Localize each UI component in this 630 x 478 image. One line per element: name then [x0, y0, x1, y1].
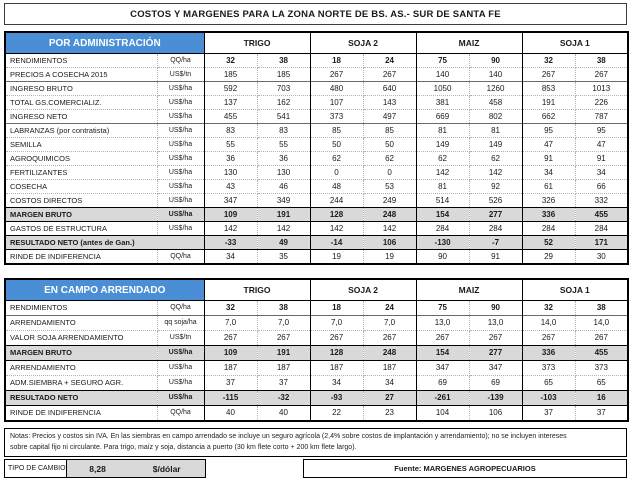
value-cell: 90 [416, 250, 469, 265]
value-cell: 267 [310, 331, 363, 346]
value-cell: 34 [204, 250, 257, 265]
value-cell: 497 [363, 110, 416, 124]
value-cell: 91 [575, 152, 628, 166]
value-cell: 34 [575, 166, 628, 180]
unit-cell: US$/ha [157, 180, 204, 194]
crop-header: SOJA 1 [522, 32, 628, 54]
value-cell: -115 [204, 391, 257, 406]
value-cell: -93 [310, 391, 363, 406]
value-cell: 83 [257, 124, 310, 138]
unit-cell: US$/tn [157, 331, 204, 346]
footer-row [4, 459, 627, 478]
value-cell: 185 [257, 68, 310, 82]
value-cell: 37 [257, 376, 310, 391]
por-administracion-table [4, 31, 629, 265]
row-label: ARRENDAMIENTO [5, 361, 157, 376]
table-row [5, 54, 628, 68]
value-cell: 62 [310, 152, 363, 166]
value-cell: 267 [522, 331, 575, 346]
value-cell: 62 [363, 152, 416, 166]
value-cell: 226 [575, 96, 628, 110]
value-cell: 7,0 [310, 316, 363, 331]
unit-cell: US$/ha [157, 391, 204, 406]
table-row [5, 152, 628, 166]
unit-cell: US$/ha [157, 376, 204, 391]
value-cell: 349 [257, 194, 310, 208]
value-cell: 140 [416, 68, 469, 82]
value-cell: 332 [575, 194, 628, 208]
value-cell: 142 [416, 166, 469, 180]
unit-cell: US$/ha [157, 152, 204, 166]
value-cell: 244 [310, 194, 363, 208]
value-cell: 149 [469, 138, 522, 152]
row-label: MARGEN BRUTO [5, 346, 157, 361]
value-cell: 29 [522, 250, 575, 265]
value-cell: 373 [522, 361, 575, 376]
value-cell: 154 [416, 208, 469, 222]
value-cell: 14,0 [575, 316, 628, 331]
value-cell: 592 [204, 82, 257, 96]
value-cell: 107 [310, 96, 363, 110]
value-cell: 277 [469, 346, 522, 361]
unit-cell: qq soja/ha [157, 316, 204, 331]
value-cell: -261 [416, 391, 469, 406]
notes-box [4, 428, 627, 457]
value-cell: 50 [363, 138, 416, 152]
value-cell: 347 [204, 194, 257, 208]
value-cell: 143 [363, 96, 416, 110]
value-cell: 130 [257, 166, 310, 180]
value-cell: 66 [575, 180, 628, 194]
value-cell: 49 [257, 236, 310, 250]
unit-cell: US$/ha [157, 138, 204, 152]
table-row [5, 250, 628, 265]
value-cell: 65 [522, 376, 575, 391]
value-cell: 142 [310, 222, 363, 236]
unit-cell: US$/ha [157, 361, 204, 376]
notes-line-1: Notas: Precios y costos sin IVA. En las siembras en campo arrendado se incluye un seguro agrícola (2,4% sobre costos de implantación y arrendamiento); no se incluyen intereses [10, 433, 567, 440]
table-row [5, 301, 628, 316]
value-cell: 326 [522, 194, 575, 208]
row-label: ADM.SIEMBRA + SEGURO AGR. [5, 376, 157, 391]
value-cell: 541 [257, 110, 310, 124]
value-cell: 40 [204, 406, 257, 422]
value-cell: 336 [522, 346, 575, 361]
row-label: COSTOS DIRECTOS [5, 194, 157, 208]
value-cell: 34 [310, 376, 363, 391]
value-cell: 7,0 [363, 316, 416, 331]
unit-cell: US$/ha [157, 194, 204, 208]
exchange-rate-unit: $/dólar [128, 460, 205, 477]
value-cell: 104 [416, 406, 469, 422]
row-label: TOTAL GS.COMERCIALIZ. [5, 96, 157, 110]
table-row [5, 110, 628, 124]
value-cell: -14 [310, 236, 363, 250]
unit-cell: US$/tn [157, 68, 204, 82]
footer-gap [206, 459, 303, 478]
value-cell: 81 [416, 180, 469, 194]
value-cell: 81 [416, 124, 469, 138]
value-cell: 142 [469, 166, 522, 180]
unit-cell: US$/ha [157, 96, 204, 110]
table-row [5, 406, 628, 422]
row-label: RINDE DE INDIFERENCIA [5, 406, 157, 422]
value-cell: 284 [416, 222, 469, 236]
value-cell: 95 [575, 124, 628, 138]
unit-cell: US$/ha [157, 346, 204, 361]
value-cell: 640 [363, 82, 416, 96]
unit-cell: US$/ha [157, 166, 204, 180]
value-cell: 284 [522, 222, 575, 236]
value-cell: 248 [363, 346, 416, 361]
crop-header: SOJA 2 [310, 279, 416, 301]
value-cell: 109 [204, 346, 257, 361]
value-cell: 1013 [575, 82, 628, 96]
value-cell: 83 [204, 124, 257, 138]
table-row [5, 222, 628, 236]
row-label: COSECHA [5, 180, 157, 194]
value-cell: 7,0 [257, 316, 310, 331]
value-cell: 55 [257, 138, 310, 152]
value-cell: 137 [204, 96, 257, 110]
value-cell: 37 [575, 406, 628, 422]
value-cell: 48 [310, 180, 363, 194]
value-cell: 277 [469, 208, 522, 222]
value-cell: 128 [310, 208, 363, 222]
value-cell: 14,0 [522, 316, 575, 331]
value-cell: 61 [522, 180, 575, 194]
value-cell: 13,0 [469, 316, 522, 331]
notes-line-2: sobre capital fijo ni circulante. Para trigo, maíz y soja, distancia a puerto (30 km flete corto + 200 km flete largo). [10, 443, 357, 451]
value-cell: 19 [310, 250, 363, 265]
table-row [5, 391, 628, 406]
unit-cell: US$/ha [157, 208, 204, 222]
value-cell: 32 [204, 301, 257, 316]
value-cell: 480 [310, 82, 363, 96]
section-header: POR ADMINISTRACIÓN [5, 32, 204, 54]
table-row [5, 316, 628, 331]
value-cell: 1050 [416, 82, 469, 96]
table-row [5, 68, 628, 82]
row-label: FERTILIZANTES [5, 166, 157, 180]
value-cell: 703 [257, 82, 310, 96]
table-row [5, 208, 628, 222]
value-cell: 22 [310, 406, 363, 422]
value-cell: 267 [522, 68, 575, 82]
value-cell: 191 [257, 208, 310, 222]
value-cell: 267 [469, 331, 522, 346]
source-label: Fuente: MARGENES AGROPECUARIOS [303, 459, 627, 478]
row-label: RINDE DE INDIFERENCIA [5, 250, 157, 265]
value-cell: 23 [363, 406, 416, 422]
value-cell: 142 [204, 222, 257, 236]
row-label: LABRANZAS (por contratista) [5, 124, 157, 138]
value-cell: 669 [416, 110, 469, 124]
value-cell: 62 [469, 152, 522, 166]
value-cell: 185 [204, 68, 257, 82]
value-cell: 284 [575, 222, 628, 236]
value-cell: -103 [522, 391, 575, 406]
value-cell: 149 [416, 138, 469, 152]
value-cell: 81 [469, 124, 522, 138]
crop-header: MAIZ [416, 279, 522, 301]
row-label: PRECIOS A COSECHA 2015 [5, 68, 157, 82]
value-cell: 787 [575, 110, 628, 124]
unit-cell: US$/ha [157, 82, 204, 96]
value-cell: 1260 [469, 82, 522, 96]
value-cell: 37 [522, 406, 575, 422]
value-cell: 106 [363, 236, 416, 250]
value-cell: 30 [575, 250, 628, 265]
value-cell: 13,0 [416, 316, 469, 331]
unit-cell: QQ/ha [157, 54, 204, 68]
row-label: AGROQUIMICOS [5, 152, 157, 166]
page-title-text: COSTOS Y MARGENES PARA LA ZONA NORTE DE BS. AS.- SUR DE SANTA FE [130, 8, 501, 20]
value-cell: 47 [575, 138, 628, 152]
row-label: RENDIMIENTOS [5, 54, 157, 68]
unit-cell: QQ/ha [157, 250, 204, 265]
value-cell: -130 [416, 236, 469, 250]
value-cell: 347 [416, 361, 469, 376]
value-cell: 267 [575, 331, 628, 346]
value-cell: 34 [363, 376, 416, 391]
table-row [5, 124, 628, 138]
value-cell: 7,0 [204, 316, 257, 331]
row-label: INGRESO NETO [5, 110, 157, 124]
table-row [5, 346, 628, 361]
value-cell: 140 [469, 68, 522, 82]
value-cell: 18 [310, 54, 363, 68]
unit-cell: US$/ha [157, 124, 204, 138]
value-cell: 514 [416, 194, 469, 208]
row-label: ARRENDAMIENTO [5, 316, 157, 331]
value-cell: 171 [575, 236, 628, 250]
value-cell: 381 [416, 96, 469, 110]
value-cell: 95 [522, 124, 575, 138]
exchange-rate-value: 8,28 [66, 460, 129, 477]
value-cell: 458 [469, 96, 522, 110]
value-cell: 40 [257, 406, 310, 422]
table-row [5, 376, 628, 391]
value-cell: 455 [575, 208, 628, 222]
value-cell: 37 [204, 376, 257, 391]
table-row [5, 236, 628, 250]
unit-cell: QQ/ha [157, 406, 204, 422]
value-cell: 142 [257, 222, 310, 236]
table-row [5, 166, 628, 180]
value-cell: 91 [522, 152, 575, 166]
value-cell: 248 [363, 208, 416, 222]
exchange-rate-label: TIPO DE CAMBIO [8, 465, 66, 472]
value-cell: 24 [363, 54, 416, 68]
value-cell: 284 [469, 222, 522, 236]
value-cell: 47 [522, 138, 575, 152]
en-campo-arrendado-table [4, 278, 629, 422]
value-cell: -32 [257, 391, 310, 406]
crop-header: SOJA 2 [310, 32, 416, 54]
value-cell: 46 [257, 180, 310, 194]
value-cell: 347 [469, 361, 522, 376]
value-cell: 267 [204, 331, 257, 346]
value-cell: 662 [522, 110, 575, 124]
unit-cell: QQ/ha [157, 301, 204, 316]
value-cell: 853 [522, 82, 575, 96]
table-row [5, 96, 628, 110]
value-cell: 18 [310, 301, 363, 316]
value-cell: 187 [363, 361, 416, 376]
value-cell: 91 [469, 250, 522, 265]
value-cell: 24 [363, 301, 416, 316]
value-cell: 455 [575, 346, 628, 361]
crop-header: TRIGO [204, 279, 310, 301]
value-cell: 69 [416, 376, 469, 391]
value-cell: -139 [469, 391, 522, 406]
value-cell: 35 [257, 250, 310, 265]
value-cell: 128 [310, 346, 363, 361]
value-cell: 19 [363, 250, 416, 265]
value-cell: 75 [416, 54, 469, 68]
table-gap [4, 265, 627, 278]
value-cell: 50 [310, 138, 363, 152]
value-cell: 455 [204, 110, 257, 124]
value-cell: 55 [204, 138, 257, 152]
value-cell: 187 [257, 361, 310, 376]
table-row [5, 82, 628, 96]
value-cell: 90 [469, 301, 522, 316]
unit-cell: US$/ha [157, 110, 204, 124]
row-label: INGRESO BRUTO [5, 82, 157, 96]
value-cell: 65 [575, 376, 628, 391]
value-cell: 36 [257, 152, 310, 166]
value-cell: 0 [363, 166, 416, 180]
crop-header: SOJA 1 [522, 279, 628, 301]
row-label: SEMILLA [5, 138, 157, 152]
value-cell: 34 [522, 166, 575, 180]
value-cell: 191 [257, 346, 310, 361]
value-cell: 373 [575, 361, 628, 376]
value-cell: 16 [575, 391, 628, 406]
value-cell: 43 [204, 180, 257, 194]
page-title [4, 3, 627, 25]
table-header-row [5, 279, 628, 301]
value-cell: 267 [363, 331, 416, 346]
crop-header: MAIZ [416, 32, 522, 54]
value-cell: 38 [257, 301, 310, 316]
value-cell: 69 [469, 376, 522, 391]
value-cell: 267 [416, 331, 469, 346]
value-cell: 62 [416, 152, 469, 166]
table-row [5, 361, 628, 376]
row-label: RENDIMIENTOS [5, 301, 157, 316]
value-cell: 130 [204, 166, 257, 180]
value-cell: 187 [310, 361, 363, 376]
table-row [5, 194, 628, 208]
table-row [5, 331, 628, 346]
value-cell: 32 [204, 54, 257, 68]
value-cell: 191 [522, 96, 575, 110]
row-label: MARGEN BRUTO [5, 208, 157, 222]
value-cell: 52 [522, 236, 575, 250]
value-cell: 267 [575, 68, 628, 82]
value-cell: -7 [469, 236, 522, 250]
value-cell: 85 [363, 124, 416, 138]
value-cell: 0 [310, 166, 363, 180]
table-header-row [5, 32, 628, 54]
value-cell: 187 [204, 361, 257, 376]
value-cell: 53 [363, 180, 416, 194]
value-cell: 85 [310, 124, 363, 138]
value-cell: 162 [257, 96, 310, 110]
value-cell: 32 [522, 54, 575, 68]
unit-cell: US$/ha [157, 222, 204, 236]
value-cell: -33 [204, 236, 257, 250]
row-label: RESULTADO NETO (antes de Gan.) [5, 236, 204, 250]
value-cell: 267 [310, 68, 363, 82]
value-cell: 249 [363, 194, 416, 208]
value-cell: 90 [469, 54, 522, 68]
value-cell: 373 [310, 110, 363, 124]
value-cell: 27 [363, 391, 416, 406]
value-cell: 267 [363, 68, 416, 82]
exchange-rate-box [4, 459, 206, 478]
value-cell: 38 [257, 54, 310, 68]
value-cell: 38 [575, 54, 628, 68]
row-label: GASTOS DE ESTRUCTURA [5, 222, 157, 236]
value-cell: 142 [363, 222, 416, 236]
value-cell: 106 [469, 406, 522, 422]
value-cell: 802 [469, 110, 522, 124]
value-cell: 36 [204, 152, 257, 166]
table-row [5, 180, 628, 194]
row-label: VALOR SOJA ARRENDAMIENTO [5, 331, 157, 346]
section-header: EN CAMPO ARRENDADO [5, 279, 204, 301]
value-cell: 336 [522, 208, 575, 222]
value-cell: 38 [575, 301, 628, 316]
value-cell: 154 [416, 346, 469, 361]
row-label: RESULTADO NETO [5, 391, 157, 406]
value-cell: 75 [416, 301, 469, 316]
value-cell: 32 [522, 301, 575, 316]
table-row [5, 138, 628, 152]
value-cell: 267 [257, 331, 310, 346]
value-cell: 526 [469, 194, 522, 208]
value-cell: 92 [469, 180, 522, 194]
value-cell: 109 [204, 208, 257, 222]
crop-header: TRIGO [204, 32, 310, 54]
